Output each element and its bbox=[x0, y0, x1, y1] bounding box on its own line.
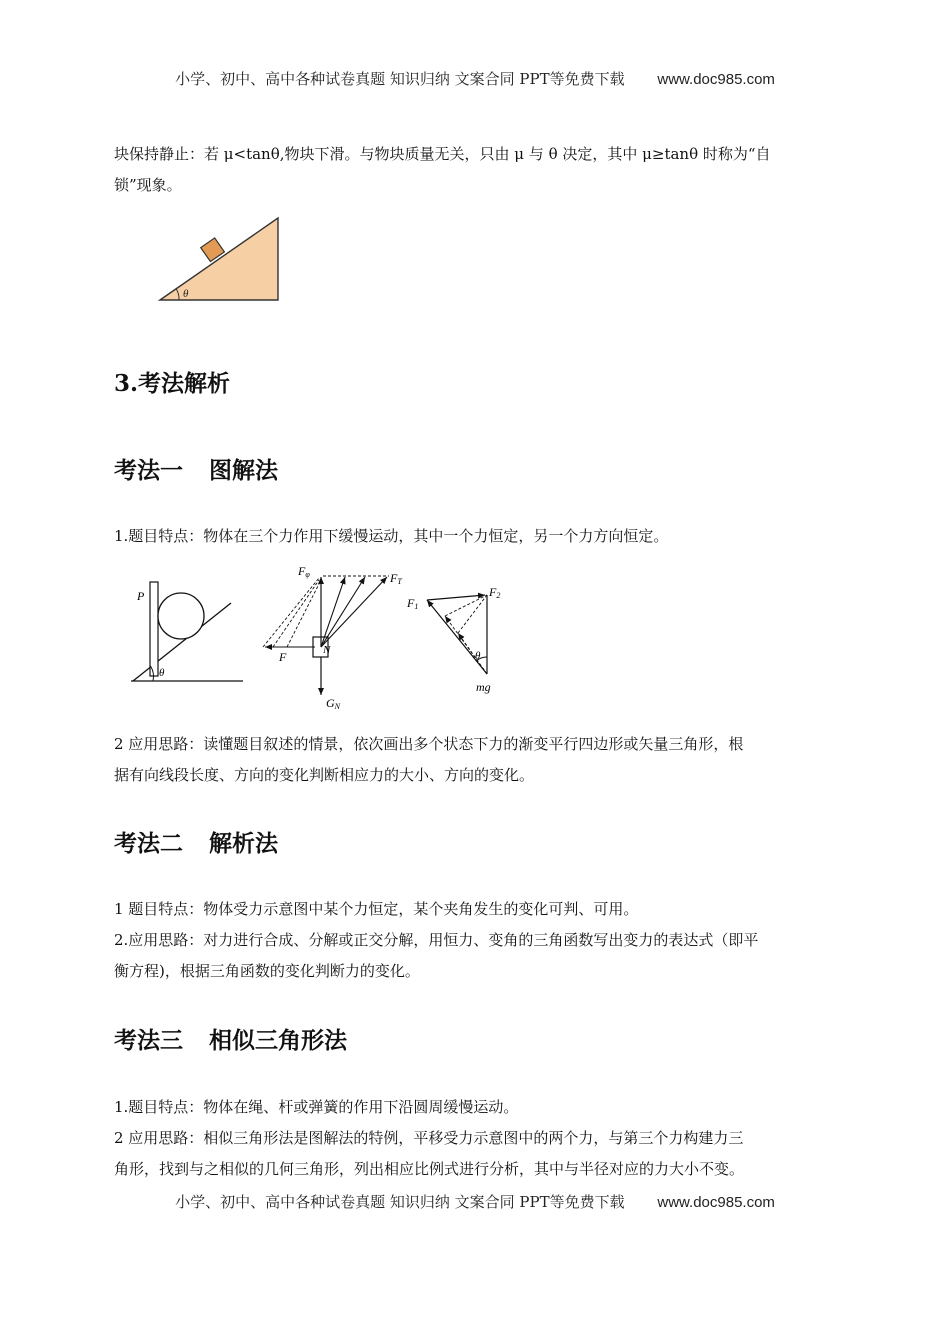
fig-c-f1-label: F bbox=[407, 596, 415, 610]
fig-b-n-label: N bbox=[323, 644, 331, 656]
svg-text:GN bbox=[326, 696, 341, 711]
fig-b-ft-sub: T bbox=[397, 577, 402, 586]
vector-triangle-figure bbox=[406, 585, 500, 694]
svg-text:Fφ bbox=[297, 564, 310, 579]
fig-c-theta-label: θ bbox=[475, 650, 481, 662]
method-1-label: 考法一 bbox=[114, 457, 183, 484]
fig-a-theta-label: θ bbox=[159, 667, 165, 679]
method-3-name: 相似三角形法 bbox=[209, 1027, 347, 1054]
graphical-method-figures bbox=[125, 560, 510, 715]
header-site-link[interactable]: www.doc985.com bbox=[657, 71, 775, 88]
svg-text:FT bbox=[389, 571, 402, 586]
fig-c-mg-label: mg bbox=[476, 680, 491, 694]
method-1-paragraph-1: 1.题目特点：物体在三个力作用下缓慢运动，其中一个力恒定，另一个力方向恒定。 bbox=[114, 527, 669, 545]
method-3-p2-line-2: 角形，找到与之相似的几何三角形，列出相应比例式进行分析，其中与半径对应的力大小不变。 bbox=[114, 1160, 745, 1178]
intro-paragraph bbox=[114, 139, 834, 201]
incline-block-figure bbox=[155, 213, 285, 305]
method-3-heading bbox=[114, 1022, 347, 1055]
method-2-p1: 1 题目特点：物体受力示意图中某个力恒定，某个夹角发生的变化可判、可用。 bbox=[114, 900, 639, 918]
fig-b-g-sub: N bbox=[334, 702, 341, 711]
method-3-p1: 1.题目特点：物体在绳、杆或弹簧的作用下沿圆周缓慢运动。 bbox=[114, 1098, 519, 1116]
intro-line-1: 块保持静止：若 μ<tanθ,物块下滑。与物块质量无关，只由 μ 与 θ 决定，其中 μ≥tanθ 时称为“自 bbox=[114, 145, 771, 163]
svg-text:F2 bbox=[488, 585, 500, 600]
method-3-p2-line-1: 2 应用思路：相似三角形法是图解法的特例，平移受力示意图中的两个力，与第三个力构建力三 bbox=[114, 1129, 744, 1147]
header-text: 小学、初中、高中各种试卷真题 知识归纳 文案合同 PPT等免费下载 bbox=[175, 70, 625, 88]
svg-text:F1 bbox=[406, 596, 418, 611]
fig-a-p-label: P bbox=[137, 589, 145, 603]
intro-line-2: 锁”现象。 bbox=[114, 176, 182, 194]
method-3-label: 考法三 bbox=[114, 1027, 183, 1054]
section-3-title: 3.考法解析 bbox=[114, 370, 231, 397]
method-2-p2-line-2: 衡方程)，根据三角函数的变化判断力的变化。 bbox=[114, 962, 420, 980]
fig-c-f1-sub: 1 bbox=[414, 602, 419, 611]
fig-c-f2-sub: 2 bbox=[496, 591, 501, 600]
force-parallelogram-figure bbox=[263, 564, 402, 711]
method-2-p2-line-1: 2.应用思路：对力进行合成、分解或正交分解，用恒力、变角的三角函数写出变力的表达式（即平 bbox=[114, 931, 759, 949]
page-header bbox=[0, 68, 950, 89]
fig-b-f-label: F bbox=[279, 650, 287, 664]
method-2-paragraphs bbox=[114, 894, 834, 987]
method-2-name: 解析法 bbox=[209, 830, 278, 857]
fig-b-fphi-label: F bbox=[298, 564, 306, 578]
footer-text: 小学、初中、高中各种试卷真题 知识归纳 文案合同 PPT等免费下载 bbox=[175, 1193, 625, 1211]
method-2-label: 考法二 bbox=[114, 830, 183, 857]
method-1-heading bbox=[114, 452, 278, 485]
footer-site-link[interactable]: www.doc985.com bbox=[657, 1194, 775, 1211]
incline-theta-label: θ bbox=[183, 288, 189, 300]
fig-b-g-label: G bbox=[326, 696, 335, 710]
fig-b-ft-label: F bbox=[390, 571, 398, 585]
wall-ball-incline-figure bbox=[131, 582, 243, 681]
method-3-paragraphs bbox=[114, 1092, 834, 1185]
fig-c-f2-label: F bbox=[489, 585, 497, 599]
method-2-heading bbox=[114, 825, 278, 858]
page-footer bbox=[0, 1191, 950, 1212]
method-1-paragraph-2 bbox=[114, 729, 834, 791]
fig-b-fphi-sub: φ bbox=[305, 570, 310, 579]
method-1-p2-line-2: 据有向线段长度、方向的变化判断相应力的大小、方向的变化。 bbox=[114, 766, 535, 784]
method-1-name: 图解法 bbox=[209, 457, 278, 484]
method-1-p2-line-1: 2 应用思路：读懂题目叙述的情景，依次画出多个状态下力的渐变平行四边形或矢量三角形，根 bbox=[114, 735, 744, 753]
